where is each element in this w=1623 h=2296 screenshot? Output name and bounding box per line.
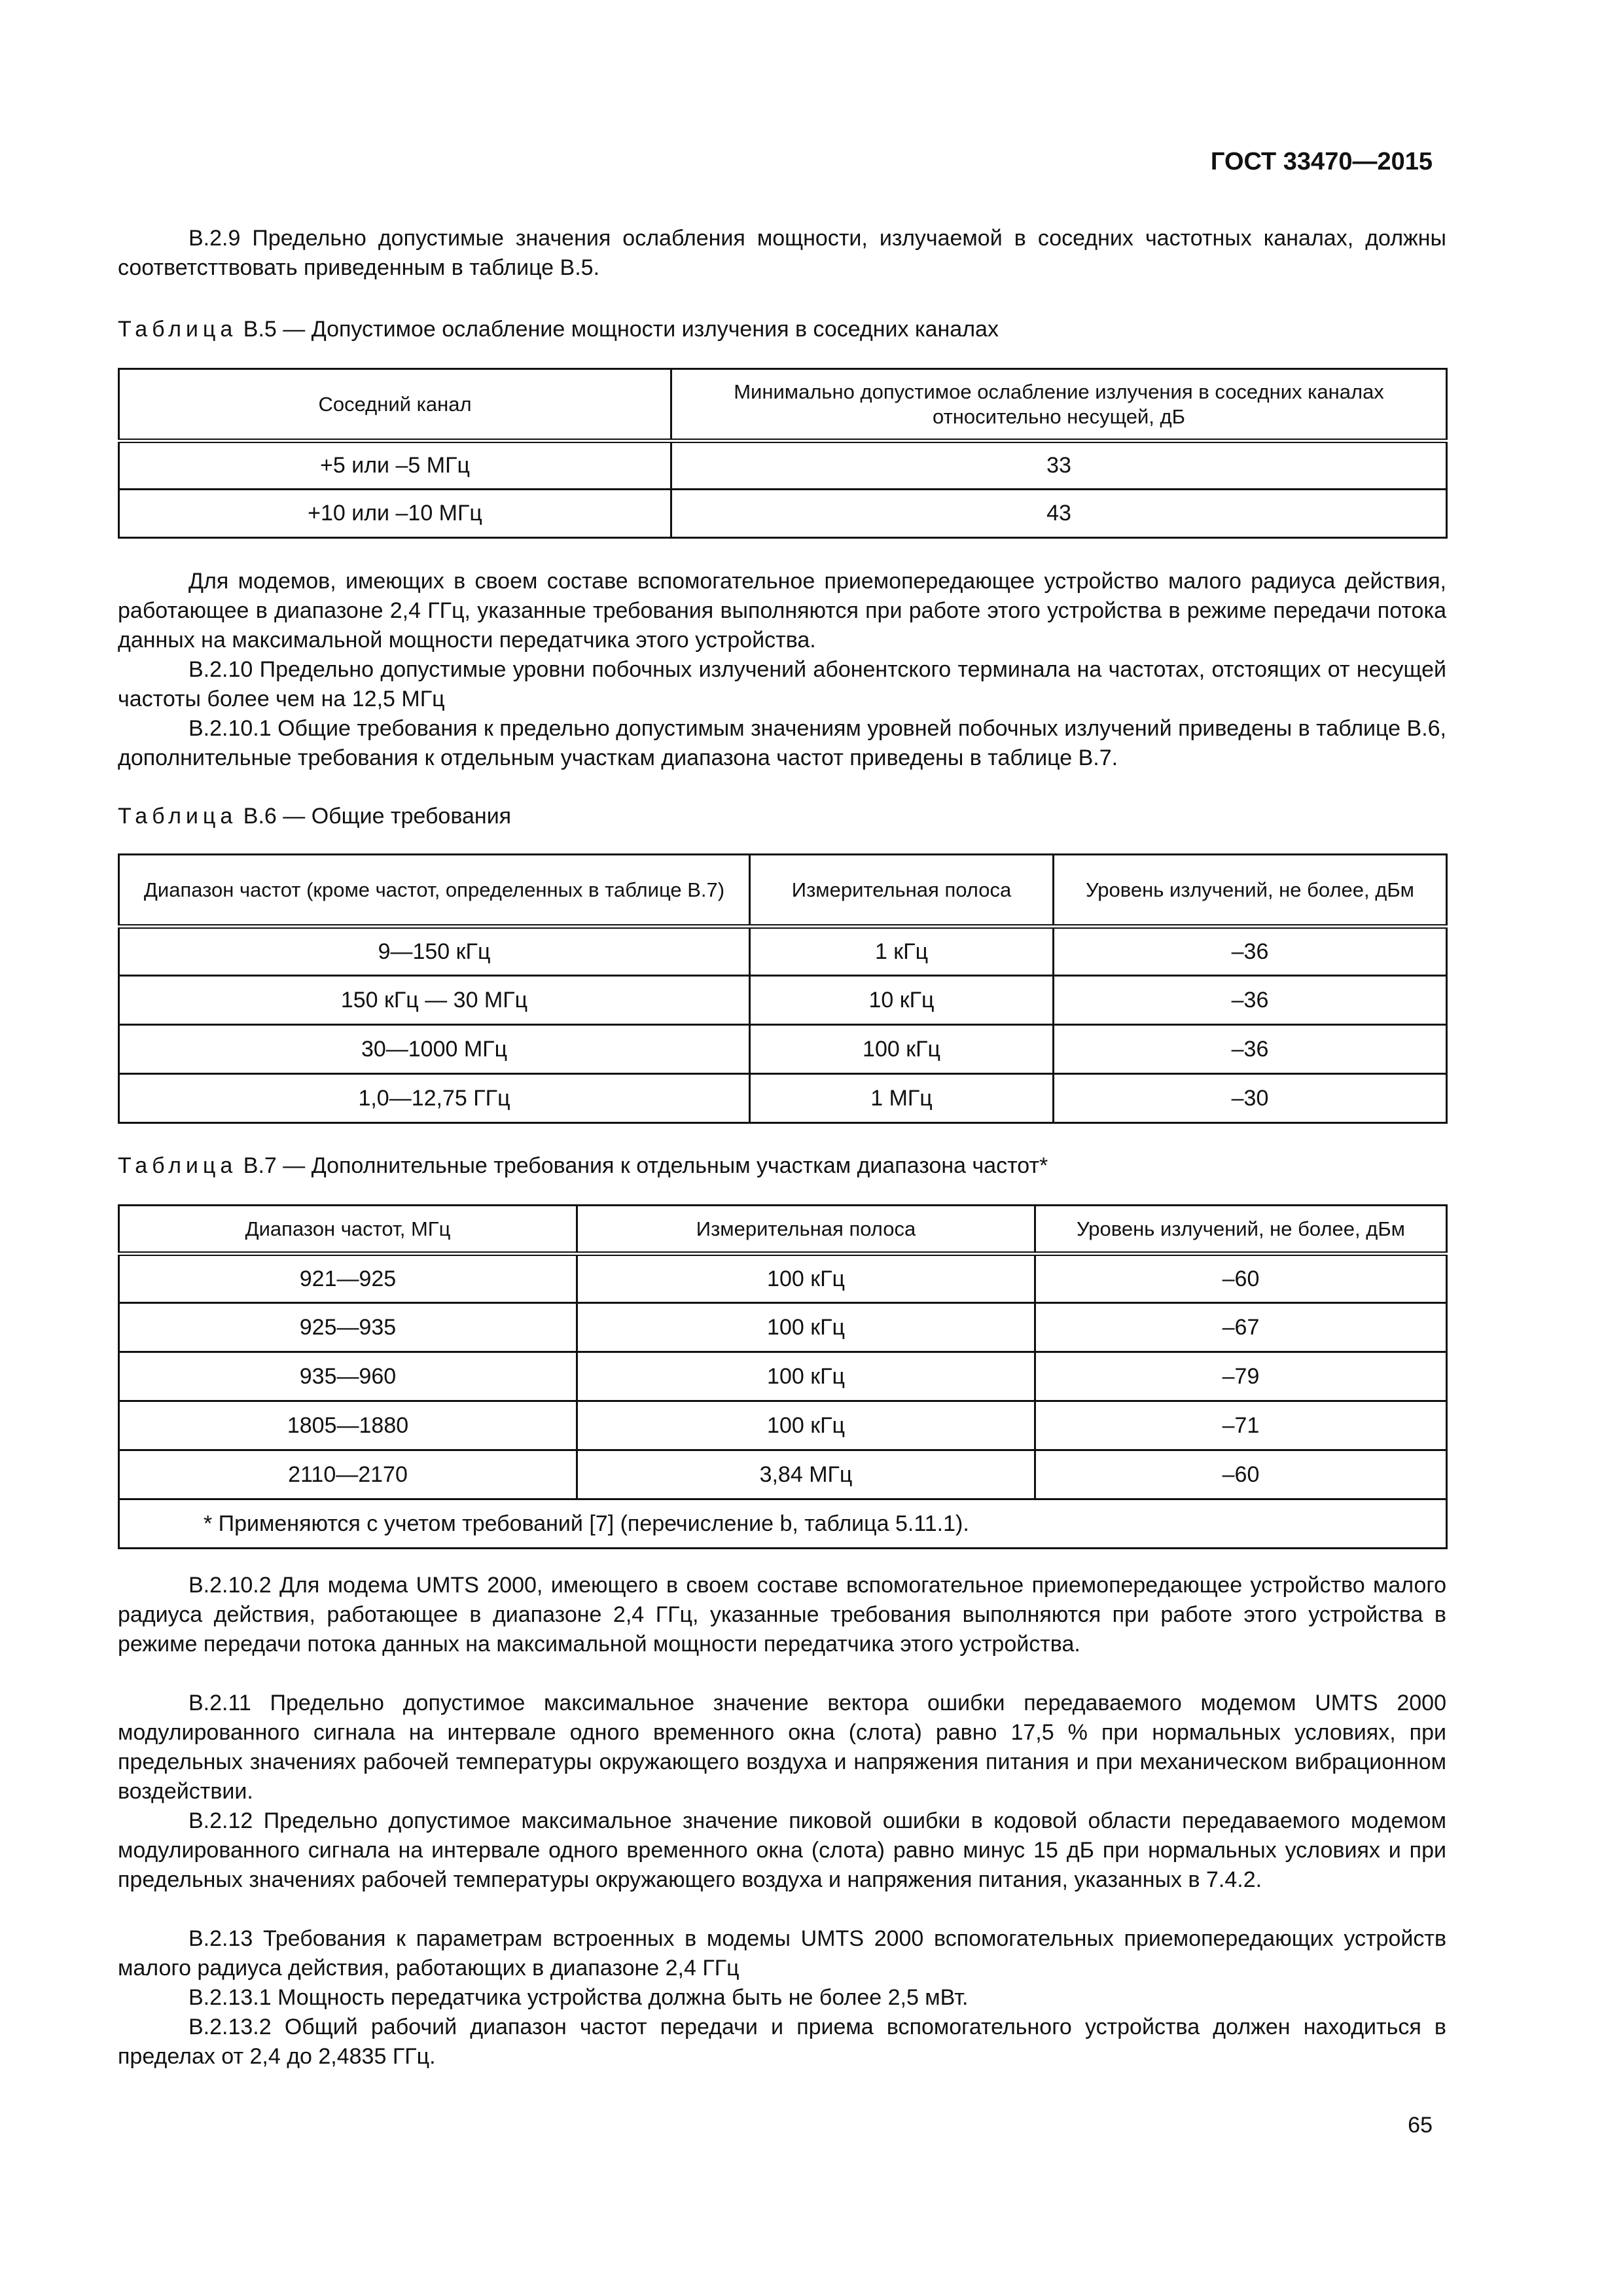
table-cell: –30 [1054,1074,1447,1123]
table-header-cell: Соседний канал [119,369,671,441]
table-header-cell: Уровень излучений, не более, дБм [1054,855,1447,927]
table-row [119,1303,1447,1352]
caption-label: Таблица [118,317,238,342]
table-cell: 30—1000 МГц [119,1025,750,1074]
paragraph-text: В.2.12 Предельно допустимое максимальное значение пиковой ошибки в кодовой области передаваемого модемом модулированного сигнала на интервале одного временного окна (слота) равно минус 15 дБ при нормальных условиях и при предельных значениях рабочей температуры окружающего воздуха и напряжения питания, указанных в 7.4.2. [118,1808,1446,1892]
table-cell: 2110—2170 [119,1450,577,1499]
table-cell: –36 [1054,1025,1447,1074]
table-b7 [118,1204,1448,1549]
table-b6 [118,853,1448,1124]
table-cell: 100 кГц [577,1352,1035,1401]
table-cell: 1805—1880 [119,1401,577,1450]
paragraph-b-2-10-1 [118,714,1446,773]
table-row [119,1401,1447,1450]
table-cell: –60 [1035,1450,1447,1499]
table-row [119,1450,1447,1499]
table-cell: 3,84 МГц [577,1450,1035,1499]
paragraph-b-2-13-2 [118,2013,1446,2072]
table-b5 [118,368,1448,539]
paragraph-b-2-13 [118,1924,1446,1983]
paragraph-text: В.2.13 Требования к параметрам встроенных в модемы UMTS 2000 вспомогательных приемопередающих устройств малого радиуса действия, работающих в диапазоне 2,4 ГГц [118,1926,1446,1981]
table-cell: 1 МГц [750,1074,1054,1123]
table-b7-caption [118,1153,1048,1179]
table-header-cell: Диапазон частот (кроме частот, определенных в таблице В.7) [119,855,750,927]
table-cell: 935—960 [119,1352,577,1401]
table-row [119,976,1447,1025]
table-row [119,490,1447,538]
table-row [119,1352,1447,1401]
table-cell: 1 кГц [750,927,1054,976]
paragraph-b-2-11 [118,1689,1446,1806]
table-header-cell: Минимально допустимое ослабление излучения в соседних каналах относительно несущей, дБ [671,369,1447,441]
table-cell: 150 кГц — 30 МГц [119,976,750,1025]
caption-label: Таблица [118,804,238,829]
table-cell: 100 кГц [577,1401,1035,1450]
table-cell: 10 кГц [750,976,1054,1025]
table-b6-caption [118,804,511,829]
table-cell: 33 [671,441,1447,490]
table-note-row [119,1499,1447,1549]
table-header-cell: Уровень излучений, не более, дБм [1035,1206,1447,1254]
table-b5-caption [118,317,999,342]
table-header-cell: Измерительная полоса [750,855,1054,927]
page-number: 65 [1408,2113,1433,2138]
caption-text: В.6 — Общие требования [243,804,512,829]
table-row [119,927,1447,976]
paragraph-text: Для модемов, имеющих в своем составе вспомогательное приемопередающее устройство малого радиуса действия, работающее в диапазоне 2,4 ГГц, указанные требования выполняются при работе этого устройства в режиме передачи потока данных на максимальной мощности передатчика этого устройства. [118,569,1446,653]
paragraph-text: В.2.11 Предельно допустимое максимальное значение вектора ошибки передаваемого модемом UMTS 2000 модулированного сигнала на интервале одного временного окна (слота) равно 17,5 % при нормальных условиях, при предельных значениях рабочей температуры окружающего воздуха и напряжения питания и при механическом вибрационном воздействии. [118,1691,1446,1804]
table-cell: 921—925 [119,1254,577,1303]
table-cell: –60 [1035,1254,1447,1303]
paragraph-b-2-10-2 [118,1571,1446,1659]
paragraph-text: В.2.10.1 Общие требования к предельно допустимым значениям уровней побочных излучений приведены в таблице В.6, дополнительные требования к отдельным участкам диапазона частот приведены в таблице В.7. [118,716,1446,770]
table-cell: –67 [1035,1303,1447,1352]
paragraph-b-2-13-1 [118,1983,1446,2013]
table-note: * Применяются с учетом требований [7] (перечисление b, таблица 5.11.1). [119,1499,1447,1549]
table-cell: –36 [1054,927,1447,976]
table-cell: 1,0—12,75 ГГц [119,1074,750,1123]
table-row [119,1074,1447,1123]
table-cell: 9—150 кГц [119,927,750,976]
table-cell: 43 [671,490,1447,538]
document-header: ГОСТ 33470—2015 [1210,148,1433,175]
paragraph-text: В.2.13.2 Общий рабочий диапазон частот передачи и приема вспомогательного устройства должен находиться в пределах от 2,4 до 2,4835 ГГц. [118,2015,1446,2069]
table-cell: –71 [1035,1401,1447,1450]
table-cell: 100 кГц [750,1025,1054,1074]
paragraph-text: В.2.10.2 Для модема UMTS 2000, имеющего в своем составе вспомогательное приемопередающее устройство малого радиуса действия, работающее в диапазоне 2,4 ГГц, указанные требования выполняются при работе этого устройства в режиме передачи потока данных на максимальной мощности передатчика этого устройства. [118,1573,1446,1657]
table-row [119,441,1447,490]
paragraph-text: В.2.9 Предельно допустимые значения ослабления мощности, излучаемой в соседних частотных каналах, должны соответсттвовать приведенным в таблице В.5. [118,226,1446,280]
table-row [119,1254,1447,1303]
table-header-cell: Диапазон частот, МГц [119,1206,577,1254]
paragraph-text: В.2.13.1 Мощность передатчика устройства должна быть не более 2,5 мВт. [188,1985,969,2010]
caption-text: В.5 — Допустимое ослабление мощности излучения в соседних каналах [243,317,999,342]
table-header-cell: Измерительная полоса [577,1206,1035,1254]
paragraph-text: В.2.10 Предельно допустимые уровни побочных излучений абонентского терминала на частотах, отстоящих от несущей частоты более чем на 12,5 МГц [118,657,1446,711]
table-cell: 925—935 [119,1303,577,1352]
table-cell: –79 [1035,1352,1447,1401]
caption-label: Таблица [118,1153,238,1178]
paragraph-b-2-10 [118,655,1446,714]
table-cell: –36 [1054,976,1447,1025]
table-row [119,1025,1447,1074]
table-cell: 100 кГц [577,1303,1035,1352]
caption-text: В.7 — Дополнительные требования к отдельным участкам диапазона частот* [243,1153,1048,1178]
paragraph-b-2-12 [118,1806,1446,1895]
table-cell: +10 или –10 МГц [119,490,671,538]
table-cell: 100 кГц [577,1254,1035,1303]
paragraph-modems [118,567,1446,655]
table-cell: +5 или –5 МГц [119,441,671,490]
paragraph-b-2-9 [118,224,1446,283]
